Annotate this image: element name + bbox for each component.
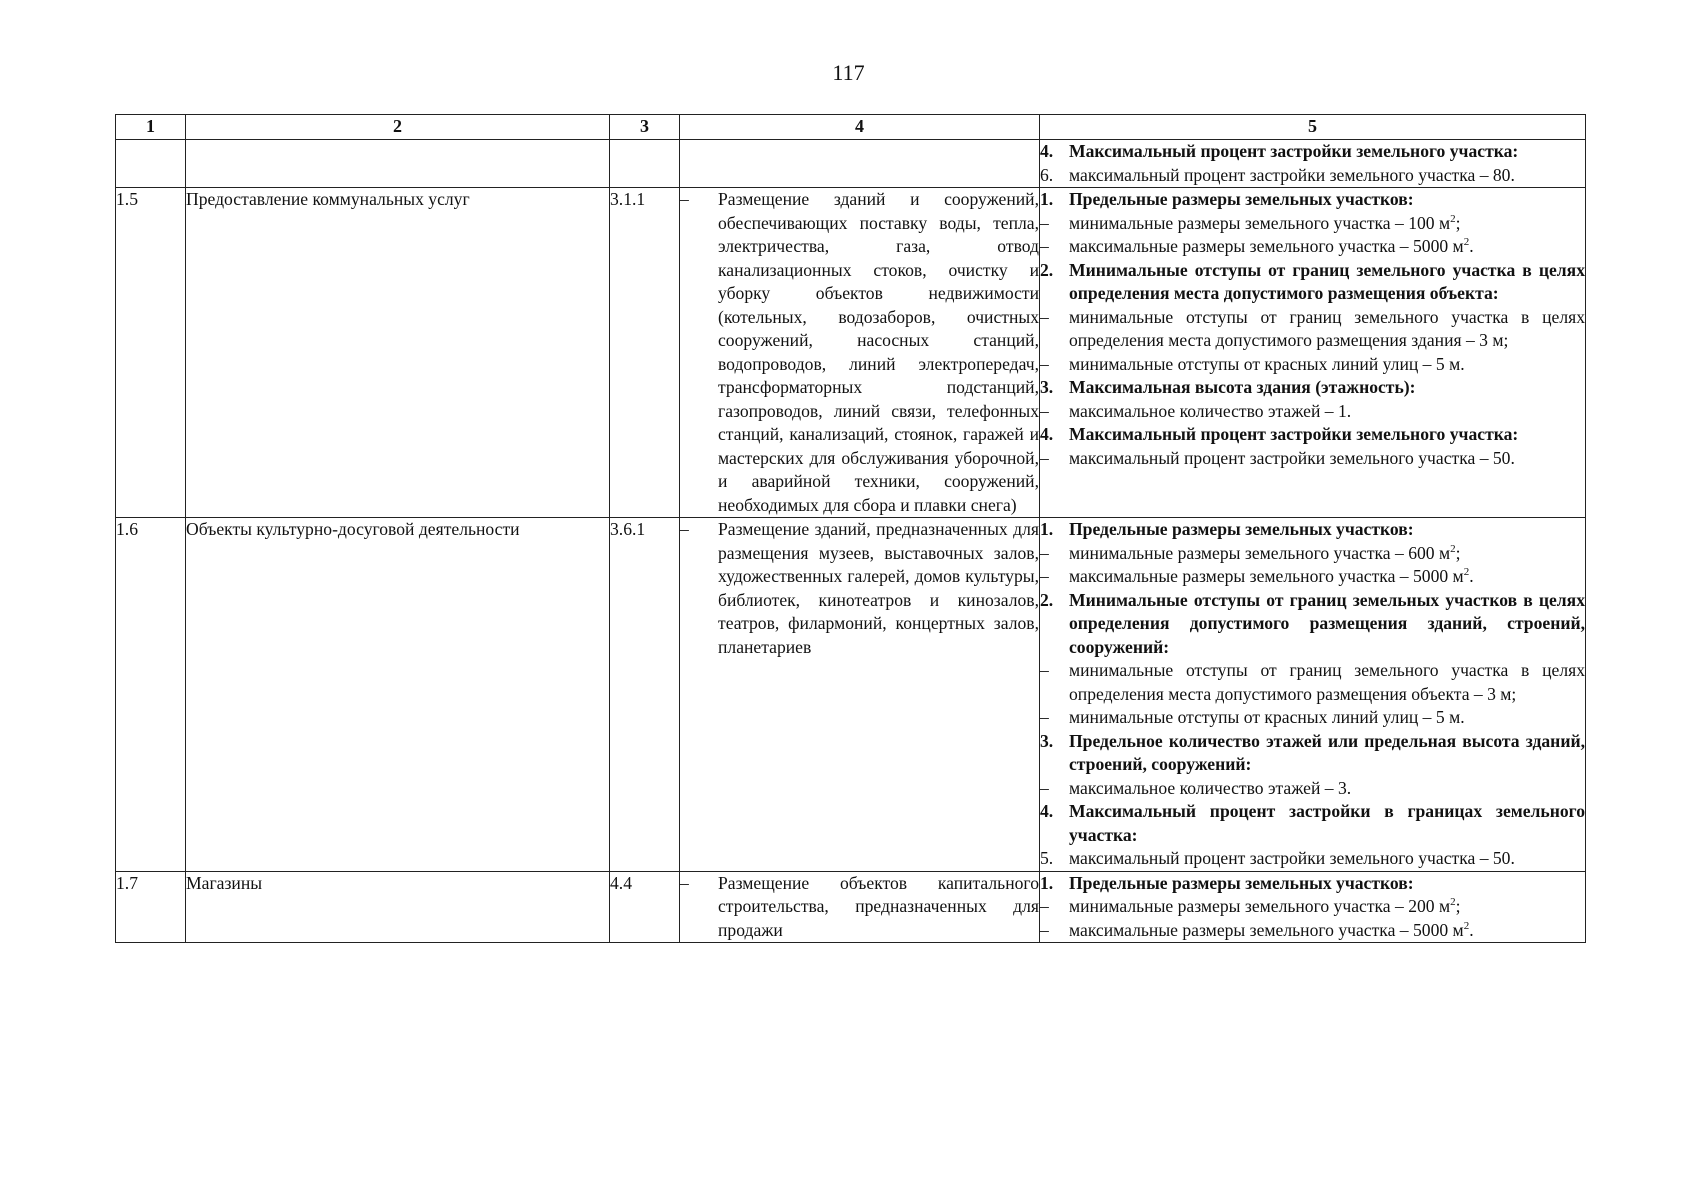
parameter-item <box>1040 800 1585 847</box>
parameter-text: Минимальные отступы от границ земельного участка в целях определения места допустимого размещения объекта: <box>1069 259 1585 303</box>
description-text: Размещение объектов капитального строительства, предназначенных для продажи <box>718 872 1039 940</box>
table-row <box>116 871 1586 943</box>
row-name: Магазины <box>186 871 610 943</box>
parameter-text: минимальные размеры земельного участка – 600 $м^2$; <box>1069 542 1461 563</box>
description-item <box>680 188 1039 517</box>
parameter-item <box>1040 895 1585 919</box>
row-description <box>680 188 1040 518</box>
parameter-text: максимальный процент застройки земельного участка – 50. <box>1069 848 1515 868</box>
parameter-item <box>1040 777 1585 801</box>
row-number <box>116 140 186 188</box>
parameter-item <box>1040 259 1585 306</box>
row-name <box>186 140 610 188</box>
parameter-marker: 2. <box>1040 259 1054 280</box>
parameter-text: минимальные отступы от границ земельного участка в целях определения места допустимого размещения объекта – 3 м; <box>1069 660 1585 704</box>
row-code: 3.1.1 <box>610 188 680 518</box>
description-dash: – <box>680 872 689 893</box>
header-row <box>116 115 1586 140</box>
parameter-item <box>1040 659 1585 706</box>
parameter-text: максимальные размеры земельного участка – 5000 $м^2$. <box>1069 566 1474 586</box>
parameter-marker: – <box>1040 212 1049 233</box>
parameter-marker: – <box>1040 707 1049 727</box>
parameter-item <box>1040 542 1585 566</box>
superscript: 2 <box>1463 236 1470 249</box>
page-number: 117 <box>832 60 865 85</box>
parameter-item <box>1040 353 1585 377</box>
parameter-text: Предельные размеры земельных участков: <box>1069 189 1414 209</box>
table-row <box>116 518 1586 872</box>
parameter-item <box>1040 565 1585 589</box>
header-col-3: 3 <box>610 115 680 140</box>
parameter-item <box>1040 706 1585 730</box>
row-parameters <box>1040 518 1586 872</box>
description-item <box>680 518 1039 659</box>
parameter-item <box>1040 376 1585 400</box>
parameter-marker: – <box>1040 236 1049 256</box>
parameter-marker: – <box>1040 353 1049 374</box>
parameter-marker: – <box>1040 447 1049 468</box>
parameter-item <box>1040 235 1585 259</box>
parameter-text: минимальные размеры земельного участка – 100 $м^2$; <box>1069 212 1461 233</box>
parameter-text: максимальное количество этажей – 1. <box>1069 400 1352 421</box>
parameter-item <box>1040 589 1585 660</box>
parameter-marker: 4. <box>1040 424 1054 444</box>
parameter-marker: 6. <box>1040 164 1054 185</box>
header-col-2: 2 <box>186 115 610 140</box>
parameter-marker: 1. <box>1040 519 1054 539</box>
parameter-text: максимальный процент застройки земельного участка – 80. <box>1069 164 1515 185</box>
row-name: Предоставление коммунальных услуг <box>186 188 610 518</box>
parameter-item <box>1040 919 1585 943</box>
parameter-item <box>1040 212 1585 236</box>
parameter-text: минимальные отступы от красных линий улиц – 5 м. <box>1069 353 1465 374</box>
parameter-text: минимальные отступы от границ земельного участка в целях определения места допустимого размещения здания – 3 м; <box>1069 306 1585 350</box>
row-code <box>610 140 680 188</box>
parameter-text: минимальные отступы от красных линий улиц – 5 м. <box>1069 707 1465 727</box>
description-item <box>680 872 1039 943</box>
parameter-text: Минимальные отступы от границ земельных участков в целях определения допустимого размещения зданий, строений, сооружений: <box>1069 589 1585 657</box>
header-col-1: 1 <box>116 115 186 140</box>
header-col-4: 4 <box>680 115 1040 140</box>
parameter-text: максимальные размеры земельного участка – 5000 $м^2$. <box>1069 919 1474 940</box>
superscript: 2 <box>1463 566 1470 579</box>
parameter-item <box>1040 400 1585 424</box>
parameter-marker: 2. <box>1040 589 1054 610</box>
row-number: 1.5 <box>116 188 186 518</box>
parameter-marker: 3. <box>1040 377 1054 397</box>
superscript: 2 <box>1463 919 1470 932</box>
row-parameters <box>1040 140 1586 188</box>
parameter-item <box>1040 140 1585 164</box>
superscript: 2 <box>1450 896 1456 909</box>
parameter-marker: – <box>1040 542 1049 563</box>
parameter-marker: – <box>1040 896 1049 916</box>
parameter-text: Максимальная высота здания (этажность): <box>1069 377 1416 397</box>
parameter-marker: 4. <box>1040 801 1054 821</box>
parameter-text: Предельные размеры земельных участков: <box>1069 872 1414 893</box>
row-code: 3.6.1 <box>610 518 680 872</box>
table-body <box>116 140 1586 943</box>
parameter-text: Предельные размеры земельных участков: <box>1069 519 1414 539</box>
parameter-text: Максимальный процент застройки в границах земельного участка: <box>1069 801 1585 845</box>
parameter-item <box>1040 188 1585 212</box>
superscript: 2 <box>1450 212 1456 225</box>
row-parameters <box>1040 188 1586 518</box>
parameter-item <box>1040 847 1585 871</box>
parameter-text: максимальное количество этажей – 3. <box>1069 777 1352 798</box>
parameter-marker: 1. <box>1040 872 1054 893</box>
row-description <box>680 871 1040 943</box>
parameter-marker: 5. <box>1040 848 1054 868</box>
row-description <box>680 518 1040 872</box>
parameter-marker: – <box>1040 660 1049 680</box>
superscript: 2 <box>1450 542 1456 555</box>
parameter-marker: – <box>1040 400 1049 421</box>
row-description <box>680 140 1040 188</box>
parameter-marker: – <box>1040 777 1049 798</box>
parameter-item <box>1040 872 1585 896</box>
zoning-table <box>115 114 1586 943</box>
parameter-item <box>1040 306 1585 353</box>
row-parameters <box>1040 871 1586 943</box>
parameter-item <box>1040 423 1585 447</box>
description-text: Размещение зданий и сооружений, обеспечивающих поставку воды, тепла, электричества, газа, отвод канализационных стоков, очистку и уборку объектов недвижимости (котельных, водозаборов, очистных сооружений, насосных станций, водопроводов, линий электропередач, трансформаторных подстанций, газопроводов, линий связи, телефонных станций, канализаций, стоянок, гаражей и мастерских для обслуживания уборочной, и аварийной техники, сооружений, необходимых для сбора и плавки снега) <box>718 189 1039 515</box>
table-row <box>116 140 1586 188</box>
parameter-text: Максимальный процент застройки земельного участка: <box>1069 141 1519 161</box>
row-name: Объекты культурно-досуговой деятельности <box>186 518 610 872</box>
parameter-marker: – <box>1040 566 1049 586</box>
parameter-marker: – <box>1040 919 1049 940</box>
description-text: Размещение зданий, предназначенных для размещения музеев, выставочных залов, художественных галерей, домов культуры, библиотек, кинотеатров и кинозалов, театров, филармоний, концертных залов, планетариев <box>718 519 1039 657</box>
parameter-item <box>1040 447 1585 471</box>
row-number: 1.6 <box>116 518 186 872</box>
parameter-marker: – <box>1040 306 1049 327</box>
parameter-text: максимальный процент застройки земельного участка – 50. <box>1069 447 1515 468</box>
table-row <box>116 188 1586 518</box>
parameter-text: минимальные размеры земельного участка – 200 $м^2$; <box>1069 896 1461 916</box>
parameter-item <box>1040 730 1585 777</box>
parameter-marker: 1. <box>1040 189 1054 209</box>
parameter-text: Максимальный процент застройки земельного участка: <box>1069 424 1519 444</box>
parameter-item <box>1040 518 1585 542</box>
parameter-marker: 4. <box>1040 141 1054 161</box>
description-dash: – <box>680 519 689 539</box>
parameter-marker: 3. <box>1040 730 1054 751</box>
header-col-5: 5 <box>1040 115 1586 140</box>
parameter-text: Предельное количество этажей или предельная высота зданий, строений, сооружений: <box>1069 730 1585 774</box>
row-code: 4.4 <box>610 871 680 943</box>
parameter-item <box>1040 164 1585 188</box>
row-number: 1.7 <box>116 871 186 943</box>
description-dash: – <box>680 189 689 209</box>
parameter-text: максимальные размеры земельного участка – 5000 $м^2$. <box>1069 236 1474 256</box>
